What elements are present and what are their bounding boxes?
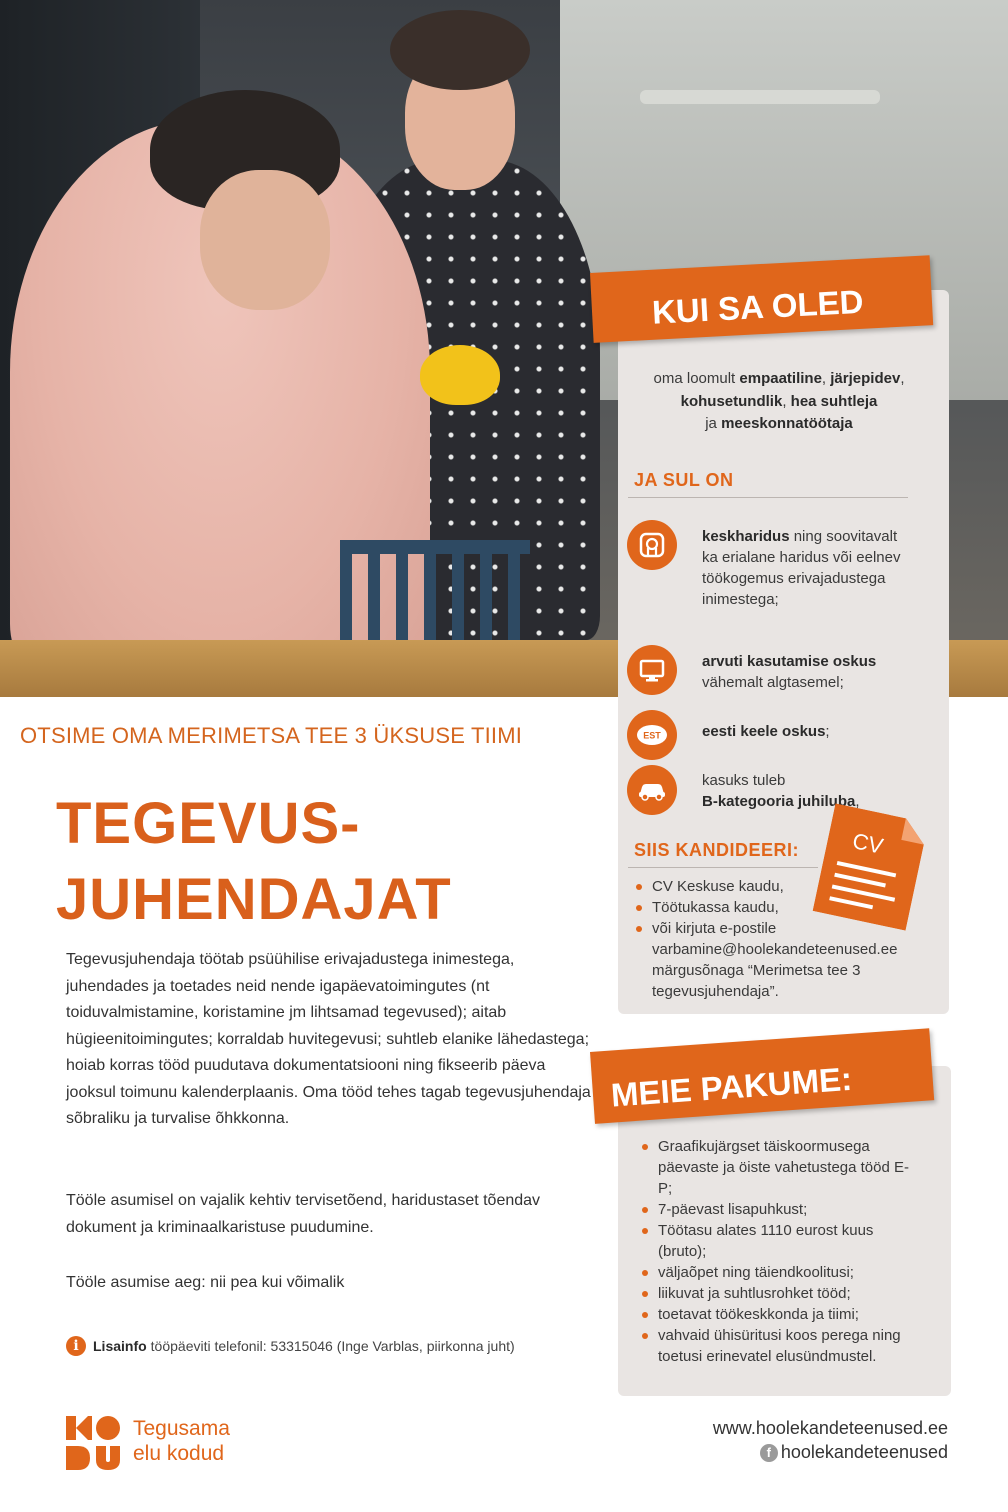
start-date: Tööle asumise aeg: nii pea kui võimalik (66, 1274, 345, 1291)
traits-prefix: oma loomult (653, 370, 740, 387)
requirement-education-text: ning soovitavalt ka erialane haridus või eelnev töökogemus erivajadustega inimestega; (702, 528, 901, 608)
offer-list (640, 1136, 920, 1367)
facebook-handle: hoolekandeteenused (780, 1442, 948, 1462)
page-title-line1: TEGEVUS- (56, 791, 361, 856)
meie-pakume-banner: MEIE PAKUME: (590, 1028, 934, 1124)
photo-chair (340, 540, 530, 650)
requirement-computer-text: vähemalt algtasemel; (702, 674, 844, 691)
requirement-license-prefix: kasuks tuleb (702, 772, 786, 789)
list-item: CV Keskuse kaudu, (634, 876, 924, 897)
requirement-education (702, 526, 912, 610)
requirement-computer-bold: arvuti kasutamise oskus (702, 653, 877, 670)
list-item: toetavat töökeskkonda ja tiimi; (640, 1304, 920, 1325)
job-description: Tegevusjuhendaja töötab psüühilise erivajadustega inimestega, juhendades ja toetades neid nende igapäevatoimingutes (nt toiduvalmistamine, koristamine jm lihtsamad tegevused); aitab hügieenitoimingutes; korraldab huvitegevusi; suhtleb elanike lähedastega; hoiab korras tööd puudutava dokumentatsiooni ning fikseerib päeva jooksul toimunu kalenderplaanis. Oma tööd tehes tagab tegevusjuhendaja sõbraliku ja turvalise õhkkonna. (66, 951, 591, 1127)
requirement-language (702, 721, 912, 742)
traits-text (628, 368, 930, 436)
ja-sul-on-divider (628, 497, 908, 498)
logo-line2: elu kodud (133, 1442, 225, 1465)
requirement-education-bold: keskharidus (702, 528, 790, 545)
kui-sa-oled-banner: KUI SA OLED (590, 255, 933, 343)
traits-sep: , (821, 370, 831, 387)
ja-sul-on-heading: JA SUL ON (634, 470, 734, 490)
requirement-license-text: , (855, 793, 860, 810)
requirements-note: Tööle asumisel on vajalik kehtiv tervisetõend, haridustaset tõendav dokument ja kriminaalkaristuse puudumine. (66, 1192, 541, 1236)
traits-and: ja (705, 415, 722, 432)
requirement-language-bold: eesti keele oskus (702, 723, 826, 740)
kodu-logo-icon (66, 1416, 121, 1471)
info-label: Lisainfo (93, 1338, 147, 1354)
requirement-license-bold: B-kategooria juhiluba (702, 793, 856, 810)
cv-label: CV (850, 828, 886, 859)
siis-kandideeri-heading: SIIS KANDIDEERI: (634, 840, 800, 860)
requirement-license (702, 770, 912, 812)
list-item: tegevusjuhendaja”. (652, 983, 779, 1000)
page-title-line2: JUHENDAJAT (56, 867, 452, 932)
traits-sep: , (900, 370, 905, 387)
photo-lamp (640, 90, 880, 104)
list-item: Graafikujärgset täiskoormusega päevaste ja öiste vahetustega tööd E-P; (640, 1136, 920, 1199)
requirement-language-text: ; (825, 723, 830, 740)
facebook-link[interactable] (760, 1442, 948, 1463)
list-item: 7-päevast lisapuhkust; (640, 1199, 920, 1220)
list-item: liikuvat ja suhtlusrohket tööd; (640, 1283, 920, 1304)
siis-divider (628, 867, 818, 868)
photo-face-left (200, 170, 330, 310)
list-item: vahvaid ühisüritusi koos perega ning toetusi erinevatel elusündmustel. (640, 1325, 920, 1367)
list-item: Töötukassa kaudu, (634, 897, 924, 918)
apply-list (634, 876, 924, 1002)
page-subtitle: OTSIME OMA MERIMETSA TEE 3 ÜKSUSE TIIMI (20, 723, 523, 748)
trait-jarjepidev: järjepidev (830, 370, 901, 387)
photo-vegetable-flower (420, 345, 500, 405)
logo-text (133, 1416, 230, 1466)
photo-hair-right (390, 10, 530, 90)
list-item: väljaõpet ning täiendkoolitusi; (640, 1262, 920, 1283)
traits-sep: , (782, 392, 791, 410)
logo-line1: Tegusama (133, 1417, 230, 1440)
computer-icon (627, 645, 677, 695)
facebook-icon: f (760, 1444, 778, 1462)
info-icon: i (66, 1336, 86, 1356)
education-icon (627, 520, 677, 570)
trait-empaatiline: empaatiline (739, 370, 822, 387)
est-language-icon (627, 710, 677, 760)
trait-hea-suhtleja: hea suhtleja (790, 392, 878, 410)
email-link[interactable]: varbamine@hoolekandeteenused.ee (652, 941, 898, 958)
list-item: või kirjuta e-postile (634, 918, 924, 939)
info-text: tööpäeviti telefonil: 53315046 (Inge Varblas, piirkonna juht) (150, 1338, 515, 1354)
requirement-computer (702, 651, 912, 693)
website-link[interactable]: www.hoolekandeteenused.ee (712, 1418, 948, 1438)
car-icon (627, 765, 677, 815)
list-item: märgusõnaga “Merimetsa tee 3 (652, 962, 861, 979)
contact-info (66, 1336, 515, 1356)
est-icon-label: EST (643, 730, 661, 741)
list-item: Töötasu alates 1110 eurost kuus (bruto); (640, 1220, 920, 1262)
trait-kohusetundlik: kohusetundlik (680, 392, 783, 410)
trait-meeskonnatootaja: meeskonnatöötaja (721, 415, 853, 432)
